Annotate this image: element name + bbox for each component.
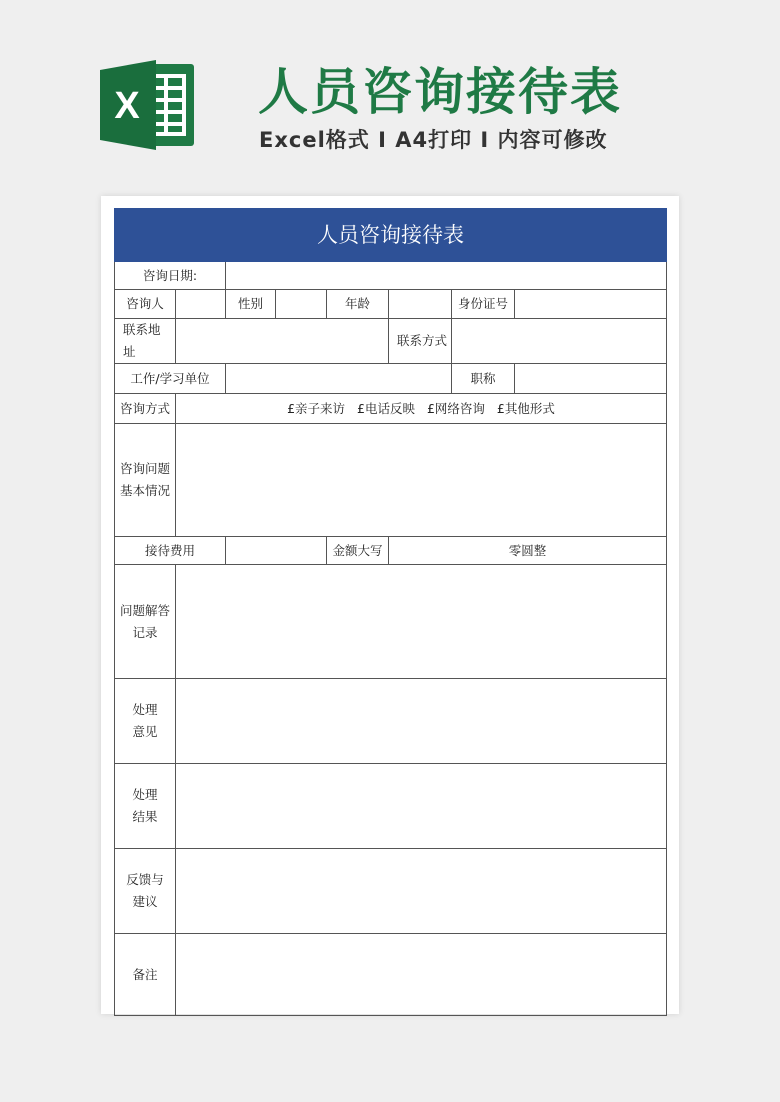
work-unit-label: 工作/学习单位: [115, 364, 226, 394]
option-online[interactable]: £网络咨询: [426, 400, 485, 416]
excel-icon: [100, 58, 196, 152]
handling-opinion-field[interactable]: [176, 679, 667, 764]
contact-field[interactable]: [452, 319, 667, 364]
id-number-field[interactable]: [515, 290, 667, 319]
address-field[interactable]: [176, 319, 389, 364]
amount-words-value[interactable]: 零圆整: [389, 537, 667, 565]
problem-basic-field[interactable]: [176, 424, 667, 537]
form-sheet: [101, 196, 679, 1014]
job-title-label: 职称: [452, 364, 515, 394]
svg-text:X: X: [114, 85, 140, 127]
reception-fee-label: 接待费用: [115, 537, 226, 565]
feedback-field[interactable]: [176, 849, 667, 934]
remark-field[interactable]: [176, 934, 667, 1016]
form-title: 人员咨询接待表: [115, 209, 667, 262]
work-unit-field[interactable]: [226, 364, 452, 394]
page-title: 人员咨询接待表: [258, 63, 622, 121]
consult-method-label: 咨询方式: [115, 394, 176, 424]
consultant-label: 咨询人: [115, 290, 176, 319]
id-number-label: 身份证号: [452, 290, 515, 319]
consult-method-options: [176, 394, 667, 424]
contact-label: 联系方式: [389, 319, 452, 364]
answer-record-label: 问题解答 记录: [115, 565, 176, 679]
consult-date-field[interactable]: [226, 262, 667, 290]
age-label: 年龄: [327, 290, 389, 319]
consultant-field[interactable]: [176, 290, 226, 319]
age-field[interactable]: [389, 290, 452, 319]
gender-label: 性别: [226, 290, 276, 319]
consultation-form-table: [114, 208, 667, 1016]
consult-date-label: 咨询日期:: [115, 262, 226, 290]
option-other[interactable]: £其他形式: [496, 400, 555, 416]
handling-result-field[interactable]: [176, 764, 667, 849]
reception-fee-field[interactable]: [226, 537, 327, 565]
gender-field[interactable]: [276, 290, 327, 319]
handling-result-label: 处理 结果: [115, 764, 176, 849]
remark-label: 备注: [115, 934, 176, 1016]
page-subtitle: Excel格式 I A4打印 I 内容可修改: [259, 128, 608, 152]
job-title-field[interactable]: [515, 364, 667, 394]
option-family-visit[interactable]: £亲子来访: [287, 400, 346, 416]
option-phone[interactable]: £电话反映: [357, 400, 415, 416]
feedback-label: 反馈与 建议: [115, 849, 176, 934]
address-label: 联系地址: [115, 319, 176, 364]
amount-words-label: 金额大写: [327, 537, 389, 565]
problem-basic-label: 咨询问题 基本情况: [115, 424, 176, 537]
handling-opinion-label: 处理 意见: [115, 679, 176, 764]
answer-record-field[interactable]: [176, 565, 667, 679]
